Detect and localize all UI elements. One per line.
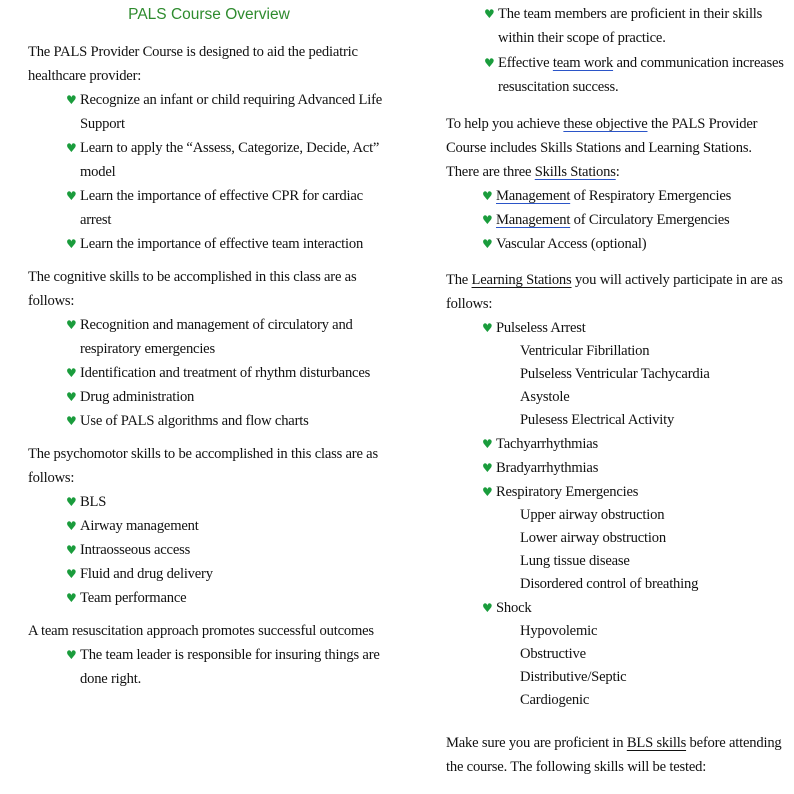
list-item	[66, 361, 390, 385]
sub-item: Ventricular Fibrillation	[520, 343, 650, 359]
list-item	[482, 480, 786, 596]
sub-item: Pulseless Ventricular Tachycardia	[520, 366, 710, 382]
skills-stations-link: Skills Stations	[534, 164, 616, 180]
heart-bullet-icon: ♥	[66, 591, 77, 605]
list-item-text: BLS	[80, 494, 107, 510]
list-item-text: Learn the importance of effective team interaction	[80, 236, 364, 252]
list-item	[66, 643, 390, 691]
list-item	[66, 232, 390, 256]
intro-list	[28, 88, 390, 256]
list-item-text: Airway management	[80, 518, 199, 534]
list-item	[66, 409, 390, 433]
list-item-text: Recognize an infant or child requiring Advanced Life Support	[80, 92, 383, 132]
list-item-text: Drug administration	[80, 389, 195, 405]
closing-paragraph: Make sure you are proficient in BLS skills before attending the course. The following skills will be tested:	[446, 735, 782, 775]
list-item	[482, 456, 786, 480]
heart-bullet-icon: ♥	[482, 321, 493, 335]
team-list-continued	[446, 2, 786, 99]
skills-list	[446, 184, 786, 256]
heart-bullet-icon: ♥	[66, 318, 77, 332]
list-item-text: Respiratory Emergencies	[496, 484, 639, 500]
list-item-text: Pulseless Arrest	[496, 320, 586, 336]
heart-bullet-icon: ♥	[482, 461, 493, 475]
team-work-link: team work	[552, 55, 614, 71]
list-item-text: Vascular Access (optional)	[496, 236, 647, 252]
heart-bullet-icon: ♥	[482, 485, 493, 499]
list-item: ♥ Effective team work and communication increases resuscitation success.	[484, 51, 786, 99]
list-item: ♥ The team members are proficient in their skills within their scope of practice.	[484, 2, 786, 50]
list-item	[66, 586, 390, 610]
list-item-text: Shock	[496, 600, 532, 616]
psychomotor-paragraph: The psychomotor skills to be accomplished in this class are as follows:	[28, 446, 378, 486]
list-item	[66, 562, 390, 586]
management-link: Management	[496, 188, 571, 204]
heart-bullet-icon: ♥	[66, 543, 77, 557]
right-column	[446, 0, 786, 779]
heart-bullet-icon: ♥	[484, 56, 495, 70]
list-item	[482, 232, 786, 256]
learning-stations-link: Learning Stations	[471, 272, 572, 288]
heart-bullet-icon: ♥	[66, 648, 77, 662]
list-item	[66, 136, 390, 184]
list-item	[66, 538, 390, 562]
sub-item: Cardiogenic	[520, 692, 590, 708]
team-list	[28, 643, 390, 691]
list-item-text: Identification and treatment of rhythm disturbances	[80, 365, 371, 381]
cognitive-list	[28, 313, 390, 433]
heart-bullet-icon: ♥	[66, 189, 77, 203]
cognitive-paragraph: The cognitive skills to be accomplished in this class are as follows:	[28, 269, 357, 309]
sub-item: Disordered control of breathing	[520, 576, 699, 592]
list-item-text: The team leader is responsible for insuring things are done right.	[80, 647, 380, 687]
heart-bullet-icon: ♥	[482, 189, 493, 203]
heart-bullet-icon: ♥	[66, 495, 77, 509]
learning-list	[446, 316, 786, 712]
team-paragraph: A team resuscitation approach promotes successful outcomes	[28, 623, 374, 639]
sub-item: Lower airway obstruction	[520, 530, 666, 546]
list-item-text: of Circulatory Emergencies	[570, 212, 730, 228]
sub-item: Obstructive	[520, 646, 586, 662]
list-item	[482, 184, 786, 208]
heart-bullet-icon: ♥	[482, 237, 493, 251]
list-item	[66, 514, 390, 538]
page-title: PALS Course Overview	[128, 6, 290, 23]
sub-item: Hypovolemic	[520, 623, 598, 639]
sub-item: Pulesess Electrical Activity	[520, 412, 675, 428]
objective-paragraph: To help you achieve these objective the PALS Provider Course includes Skills Stations and Learning Stations. There are three Skills Stations:	[446, 116, 758, 180]
list-item	[66, 490, 390, 514]
list-item	[66, 385, 390, 409]
heart-bullet-icon: ♥	[484, 7, 495, 21]
heart-bullet-icon: ♥	[66, 567, 77, 581]
heart-bullet-icon: ♥	[66, 414, 77, 428]
list-item	[482, 316, 786, 432]
heart-bullet-icon: ♥	[66, 93, 77, 107]
heart-bullet-icon: ♥	[66, 390, 77, 404]
heart-bullet-icon: ♥	[66, 141, 77, 155]
list-item-text: Use of PALS algorithms and flow charts	[80, 413, 309, 429]
bls-skills-link: BLS skills	[626, 735, 687, 751]
objective-link: these objective	[563, 116, 648, 132]
sub-item: Distributive/Septic	[520, 669, 627, 685]
list-item-text: Learn to apply the “Assess, Categorize, Decide, Act” model	[80, 140, 380, 180]
heart-bullet-icon: ♥	[482, 437, 493, 451]
heart-bullet-icon: ♥	[482, 601, 493, 615]
heart-bullet-icon: ♥	[66, 237, 77, 251]
list-item-text: of Respiratory Emergencies	[570, 188, 732, 204]
management-link: Management	[496, 212, 571, 228]
sub-item: Upper airway obstruction	[520, 507, 665, 523]
list-item	[66, 88, 390, 136]
heart-bullet-icon: ♥	[482, 213, 493, 227]
list-item	[482, 432, 786, 456]
list-item-text: Tachyarrhythmias	[496, 436, 598, 452]
list-item-text: Recognition and management of circulatory and respiratory emergencies	[80, 317, 353, 357]
list-item	[66, 184, 390, 232]
list-item-text: Bradyarrhythmias	[496, 460, 599, 476]
intro-paragraph: The PALS Provider Course is designed to aid the pediatric healthcare provider:	[28, 44, 358, 84]
list-item	[482, 596, 786, 712]
heart-bullet-icon: ♥	[66, 519, 77, 533]
list-item-text: Fluid and drug delivery	[80, 566, 213, 582]
learning-paragraph: The Learning Stations you will actively participate in are as follows:	[446, 272, 783, 312]
sub-item: Lung tissue disease	[520, 553, 630, 569]
left-column	[28, 0, 390, 691]
list-item	[66, 313, 390, 361]
psychomotor-list	[28, 490, 390, 610]
list-item-text: Team performance	[80, 590, 187, 606]
list-item-text: Learn the importance of effective CPR for cardiac arrest	[80, 188, 363, 228]
list-item-text: Intraosseous access	[80, 542, 191, 558]
list-item	[482, 208, 786, 232]
heart-bullet-icon: ♥	[66, 366, 77, 380]
sub-item: Asystole	[520, 389, 570, 405]
